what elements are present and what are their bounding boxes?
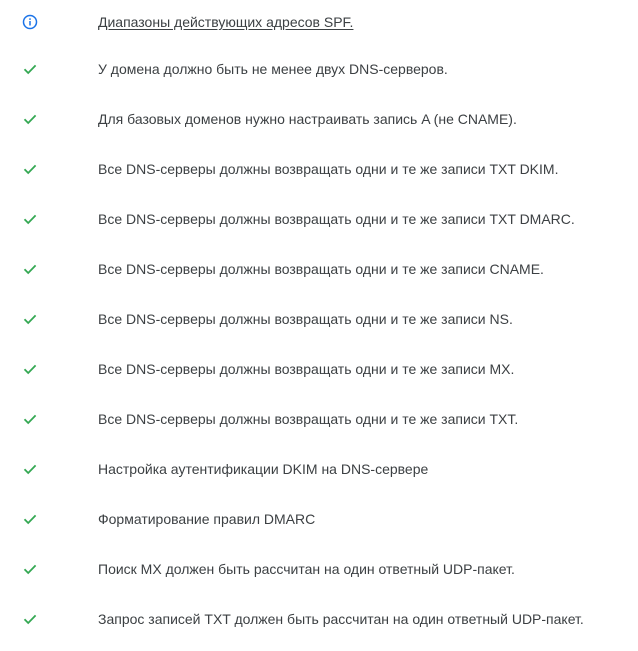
check-row-txt-dkim: [0, 144, 638, 194]
check-row-txt-udp: [0, 594, 638, 644]
check-icon: [22, 261, 38, 277]
check-icon: [22, 561, 38, 577]
check-row-mx-udp: [0, 544, 638, 594]
check-row-ns: [0, 294, 638, 344]
check-icon: [22, 211, 38, 227]
check-text: Форматирование правил DMARC: [98, 511, 316, 527]
check-icon: [22, 161, 38, 177]
check-row-dmarc-format: [0, 494, 638, 544]
check-row-txt: [0, 394, 638, 444]
check-icon: [22, 111, 38, 127]
check-icon: [22, 361, 38, 377]
check-text: Все DNS-серверы должны возвращать одни и те же записи NS.: [98, 311, 513, 327]
check-row-spf-ranges: [0, 0, 638, 44]
check-row-mx: [0, 344, 638, 394]
check-text: Все DNS-серверы должны возвращать одни и те же записи MX.: [98, 361, 515, 377]
check-icon: [22, 511, 38, 527]
check-row-txt-dmarc: [0, 194, 638, 244]
check-icon: [22, 461, 38, 477]
check-text: Все DNS-серверы должны возвращать одни и те же записи TXT DMARC.: [98, 211, 575, 227]
check-icon: [22, 61, 38, 77]
check-row-dkim-setup: [0, 444, 638, 494]
check-text: У домена должно быть не менее двух DNS-серверов.: [98, 61, 448, 77]
check-row-a-record: [0, 94, 638, 144]
check-text: Все DNS-серверы должны возвращать одни и те же записи TXT.: [98, 411, 519, 427]
check-row-cname: [0, 244, 638, 294]
check-icon: [22, 411, 38, 427]
check-text: Все DNS-серверы должны возвращать одни и те же записи TXT DKIM.: [98, 161, 559, 177]
info-icon[interactable]: [22, 14, 38, 30]
check-text: Все DNS-серверы должны возвращать одни и те же записи CNAME.: [98, 261, 544, 277]
check-row-two-dns: [0, 44, 638, 94]
check-text: Поиск MX должен быть рассчитан на один ответный UDP-пакет.: [98, 561, 515, 577]
check-text: Для базовых доменов нужно настраивать запись A (не CNAME).: [98, 111, 517, 127]
check-icon: [22, 611, 38, 627]
check-text: Запрос записей TXT должен быть рассчитан на один ответный UDP-пакет.: [98, 611, 584, 627]
check-icon: [22, 311, 38, 327]
spf-ranges-link[interactable]: Диапазоны действующих адресов SPF.: [98, 14, 354, 30]
check-text: Настройка аутентификации DKIM на DNS-сервере: [98, 461, 429, 477]
